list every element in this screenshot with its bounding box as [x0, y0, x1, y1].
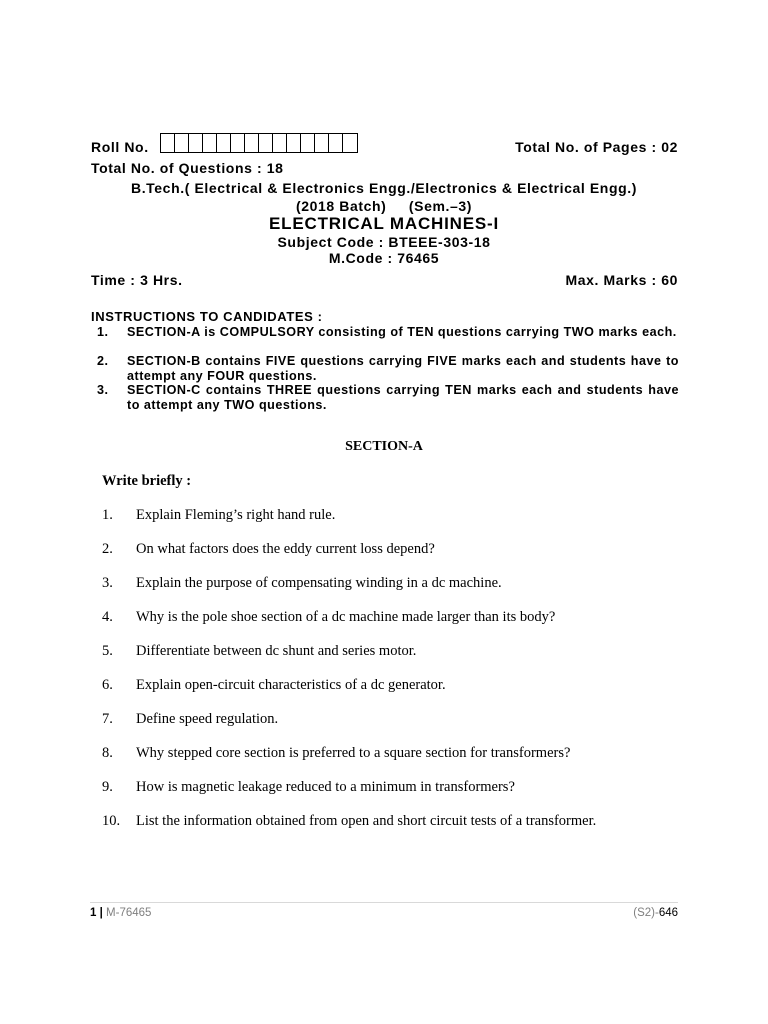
instruction-text: SECTION-B contains FIVE questions carrying FIVE marks each and students have to attempt any FOUR questions.: [127, 354, 679, 383]
question-number: 8.: [102, 745, 113, 761]
roll-no-box[interactable]: [245, 134, 259, 152]
roll-no-box[interactable]: [203, 134, 217, 152]
instruction-item: [97, 354, 679, 383]
question-item: [102, 541, 435, 558]
question-number: 3.: [102, 575, 113, 591]
footer-right: [633, 907, 678, 919]
question-number: 4.: [102, 609, 113, 625]
subject-title: ELECTRICAL MACHINES-I: [269, 214, 499, 233]
question-item: [102, 745, 570, 762]
time-allowed: Time : 3 Hrs.: [91, 272, 183, 288]
footer-left: [90, 907, 151, 919]
roll-no-box[interactable]: [273, 134, 287, 152]
question-number: 6.: [102, 677, 113, 693]
question-text: Explain Fleming’s right hand rule.: [136, 507, 336, 523]
roll-no-box[interactable]: [189, 134, 203, 152]
instruction-item: [97, 325, 679, 340]
question-number: 1.: [102, 507, 113, 523]
footer-series-number: 646: [658, 907, 678, 919]
question-text: List the information obtained from open and short circuit tests of a transformer.: [136, 813, 597, 829]
instruction-number: 1.: [97, 325, 109, 339]
m-code: M.Code : 76465: [328, 250, 440, 266]
question-text: On what factors does the eddy current loss depend?: [136, 541, 435, 557]
roll-no-boxes[interactable]: [160, 133, 358, 153]
max-marks: Max. Marks : 60: [565, 272, 678, 288]
question-number: 10.: [102, 813, 121, 829]
paper-code: M-76465: [106, 907, 152, 919]
roll-no-box[interactable]: [329, 134, 343, 152]
question-item: [102, 643, 416, 660]
instruction-text: SECTION-A is COMPULSORY consisting of TEN questions carrying TWO marks each.: [127, 325, 677, 339]
roll-no-label: Roll No.: [91, 139, 149, 155]
total-pages: Total No. of Pages : 02: [515, 139, 678, 155]
question-item: [102, 609, 555, 626]
question-item: [102, 711, 278, 728]
instruction-number: 2.: [97, 354, 109, 368]
question-text: Explain open-circuit characteristics of a dc generator.: [136, 677, 446, 693]
instruction-item: [97, 383, 679, 412]
section-a-title: SECTION-A: [345, 439, 423, 454]
roll-no-box[interactable]: [231, 134, 245, 152]
footer-divider: [90, 902, 678, 903]
question-item: [102, 813, 596, 830]
question-number: 9.: [102, 779, 113, 795]
question-text: How is magnetic leakage reduced to a minimum in transformers?: [136, 779, 515, 795]
question-number: 7.: [102, 711, 113, 727]
question-item: [102, 677, 446, 694]
question-item: [102, 575, 502, 592]
roll-no-box[interactable]: [287, 134, 301, 152]
question-number: 2.: [102, 541, 113, 557]
question-text: Why stepped core section is preferred to a square section for transformers?: [136, 745, 571, 761]
instruction-number: 3.: [97, 383, 109, 397]
roll-no-box[interactable]: [343, 134, 357, 152]
roll-no-box[interactable]: [315, 134, 329, 152]
subject-code: Subject Code : BTEEE-303-18: [277, 234, 491, 250]
question-text: Explain the purpose of compensating winding in a dc machine.: [136, 575, 502, 591]
footer-series-code: (S2)-: [633, 907, 659, 919]
roll-no-box[interactable]: [161, 134, 175, 152]
instruction-text: SECTION-C contains THREE questions carrying TEN marks each and students have to attempt any TWO questions.: [127, 383, 679, 412]
instructions-title: INSTRUCTIONS TO CANDIDATES :: [91, 309, 323, 324]
question-text: Differentiate between dc shunt and series motor.: [136, 643, 417, 659]
question-text: Why is the pole shoe section of a dc machine made larger than its body?: [136, 609, 556, 625]
footer-separator: |: [99, 907, 103, 919]
question-item: [102, 779, 515, 796]
roll-no-box[interactable]: [175, 134, 189, 152]
roll-no-box[interactable]: [217, 134, 231, 152]
total-questions: Total No. of Questions : 18: [91, 160, 284, 176]
course-line: B.Tech.( Electrical & Electronics Engg./Electronics & Electrical Engg.): [130, 180, 638, 196]
question-number: 5.: [102, 643, 113, 659]
page-number: 1: [90, 907, 97, 919]
batch-semester: (2018 Batch) (Sem.–3): [295, 198, 473, 214]
roll-no-box[interactable]: [259, 134, 273, 152]
question-text: Define speed regulation.: [136, 711, 279, 727]
roll-no-box[interactable]: [301, 134, 315, 152]
write-briefly-prompt: Write briefly :: [102, 473, 192, 489]
question-item: [102, 507, 335, 524]
